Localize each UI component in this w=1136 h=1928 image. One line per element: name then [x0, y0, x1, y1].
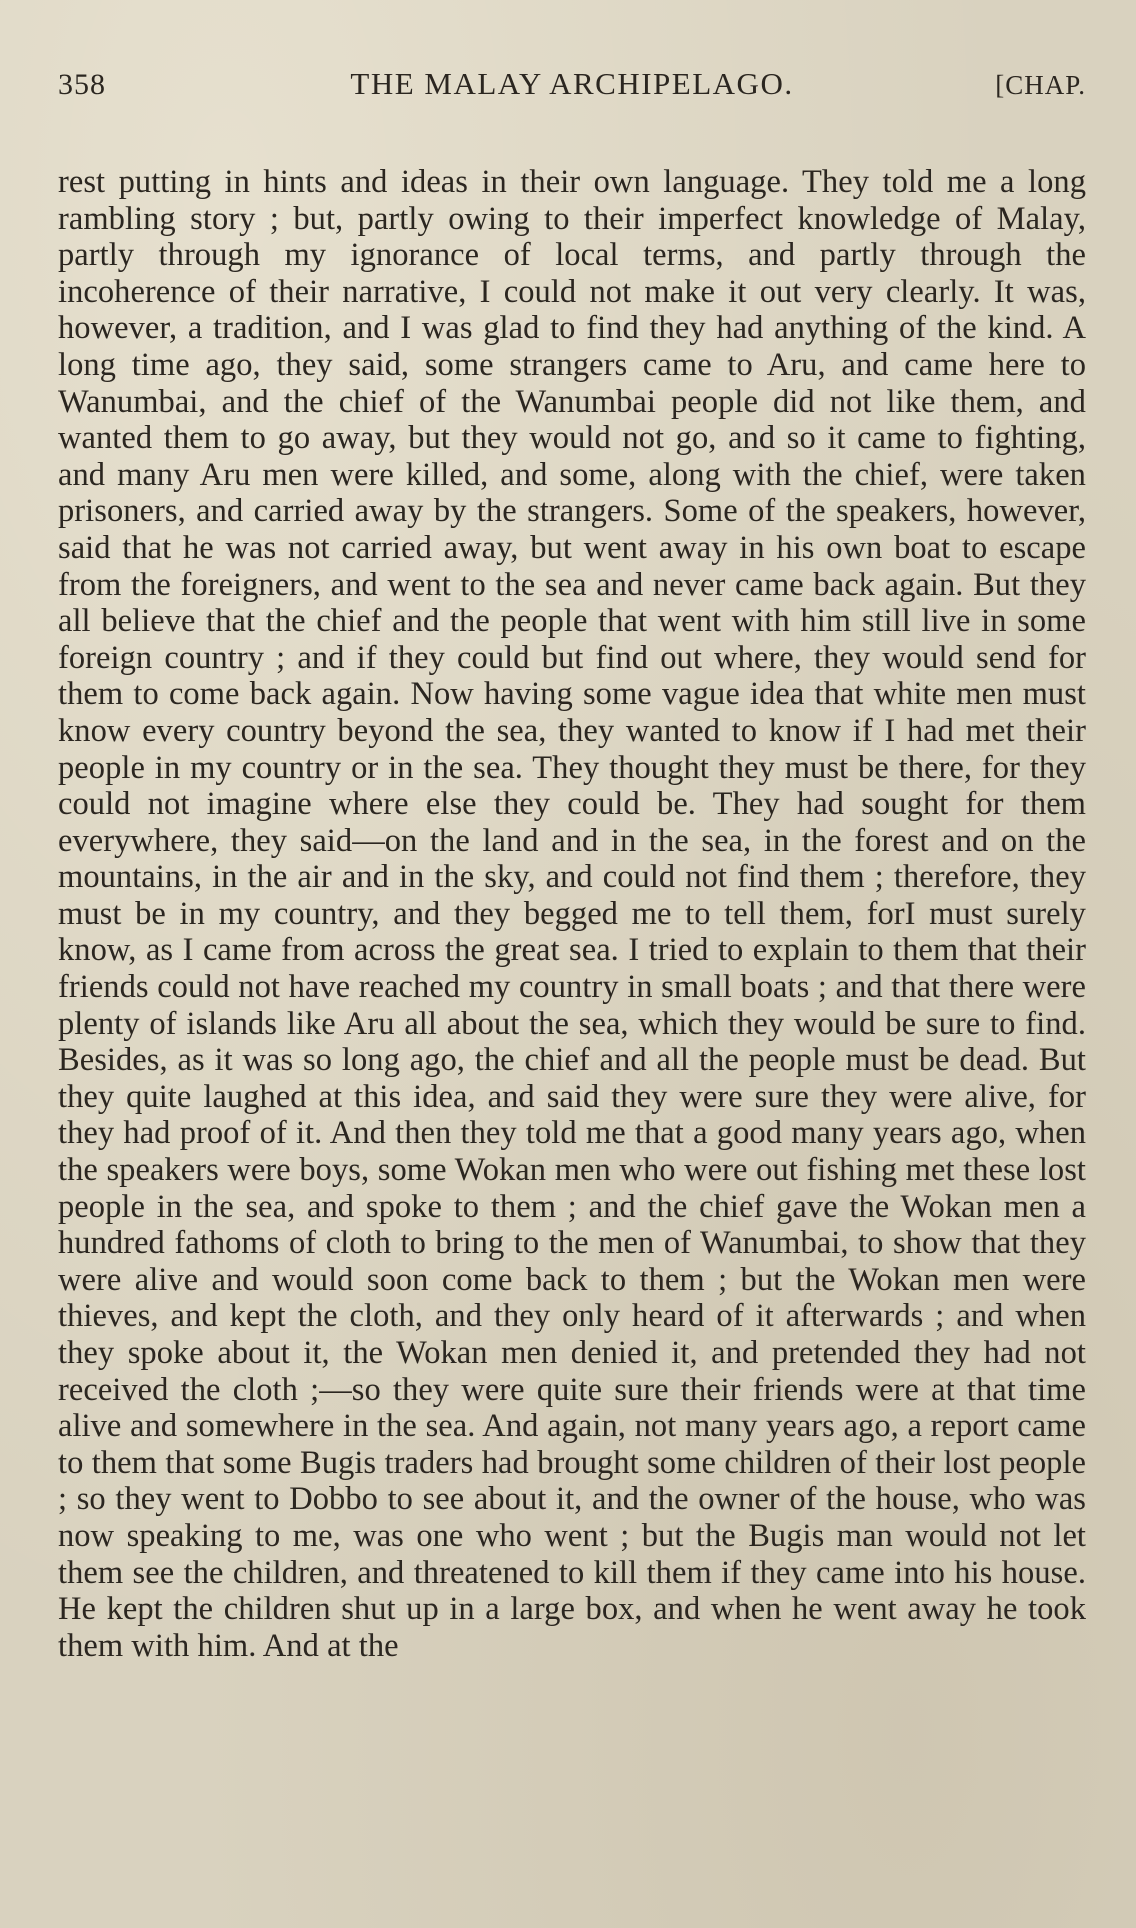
page-number: 358 [58, 68, 106, 101]
paragraph: rest putting in hints and ideas in their own language. They told me a long rambling story ; but, partly owing to their imperfect knowledge of Malay, partly through my ignorance of local terms, and partly through the incoherence of their narrative, I could not make it out very clearly. It was, however, a tradition, and I was glad to find they had anything of the kind. A long time ago, they said, some strangers came to Aru, and came here to Wanumbai, and the chief of the Wanumbai people did not like them, and wanted them to go away, but they would not go, and so it came to fighting, and many Aru men were killed, and some, along with the chief, were taken prisoners, and carried away by the strangers. Some of the speakers, however, said that he was not carried away, but went away in his own boat to escape from the foreigners, and went to the sea and never came back again. But they all believe that the chief and the people that went with him still live in some foreign country ; and if they could but find out where, they would send for them to come back again. Now having some vague idea that white men must know every country beyond the sea, they wanted to know if I had met their people in my country or in the sea. They thought they must be there, for they could not imagine where else they could be. They had sought for them everywhere, they said—on the land and in the sea, in the forest and on the mountains, in the air and in the sky, and could not find them ; therefore, they must be in my country, and they begged me to tell them, forI must surely know, as I came from across the great sea. I tried to explain to them that their friends could not have reached my country in small boats ; and that there were plenty of islands like Aru all about the sea, which they would be sure to find. Besides, as it was so long ago, the chief and all the people must be dead. But they quite laughed at this idea, and said they were sure they were alive, for they had proof of it. And then they told me that a good many years ago, when the speakers were boys, some Wokan men who were out fishing met these lost people in the sea, and spoke to them ; and the chief gave the Wokan men a hundred fathoms of cloth to bring to the men of Wanumbai, to show that they were alive and would soon come back to them ; but the Wokan men were thieves, and kept the cloth, and they only heard of it afterwards ; and when they spoke about it, the Wokan men denied it, and pretended they had not received the cloth ;—so they were quite sure their friends were at that time alive and somewhere in the sea. And again, not many years ago, a report came to them that some Bugis traders had brought some children of their lost people ; so they went to Dobbo to see about it, and the owner of the house, who was now speaking to me, was one who went ; but the Bugis man would not let them see the children, and threatened to kill them if they came into his house. He kept the children shut up in a large box, and when he went away he took them with him. And at the [58, 164, 1086, 1664]
running-title: THE MALAY ARCHIPELAGO. [350, 66, 794, 101]
chapter-mark: [CHAP. [995, 70, 1086, 100]
body-text [58, 164, 1086, 1664]
running-header [58, 66, 1086, 116]
